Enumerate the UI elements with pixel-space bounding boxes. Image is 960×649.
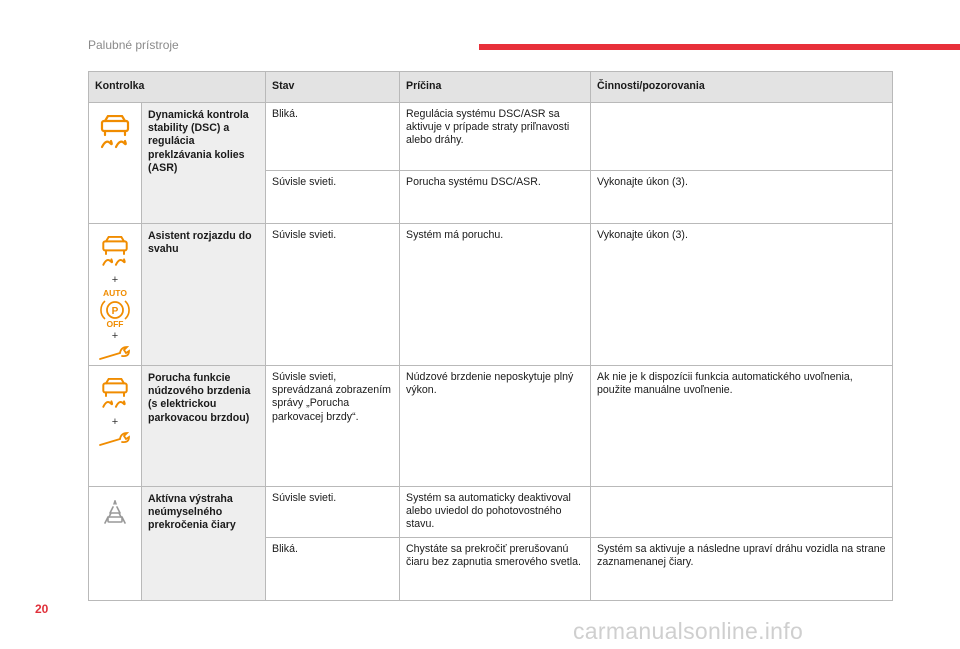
p-label: P [111, 306, 119, 317]
cinnost-cell: Systém sa aktivuje a následne upraví dráhu vozidla na strane zaznamenanej čiary. [591, 538, 893, 601]
stav-cell: Bliká. [266, 538, 400, 601]
stav-cell: Súvisle svieti, sprevádzaná zobrazením správy „Porucha parkovacej brzdy“. [266, 366, 400, 487]
skid-control-icon [99, 115, 131, 155]
stav-cell: Súvisle svieti. [266, 171, 400, 224]
skid-control-icon [100, 378, 130, 414]
pricina-cell: Núdzové brzdenie neposkytuje plný výkon. [400, 366, 591, 487]
pricina-cell: Porucha systému DSC/ASR. [400, 171, 591, 224]
column-header-pricina: Príčina [400, 72, 591, 103]
table-header-row [89, 72, 893, 103]
column-header-cinnosti: Činnosti/pozorovania [591, 72, 893, 103]
pricina-cell: Chystáte sa prekročiť prerušovanú čiaru bez zapnutia smerového svetla. [400, 538, 591, 601]
table-row [89, 487, 893, 538]
icon-cell [89, 487, 142, 601]
stav-cell: Bliká. [266, 103, 400, 171]
watermark: carmanualsonline.info [573, 618, 804, 644]
wrench-icon [98, 344, 132, 362]
table-row [89, 366, 893, 487]
row-label: Dynamická kontrola stability (DSC) a regulácia preklzávania kolies (ASR) [142, 103, 266, 224]
cinnost-cell: Vykonajte úkon (3). [591, 224, 893, 366]
page-number: 20 [35, 602, 49, 616]
auto-label: AUTO [103, 288, 127, 298]
warning-lights-table [88, 71, 893, 601]
auto-parking-brake-off-icon [98, 288, 132, 328]
table-row [89, 103, 893, 171]
column-header-stav: Stav [266, 72, 400, 103]
cinnost-cell: Vykonajte úkon (3). [591, 171, 893, 224]
icon-cell [89, 103, 142, 224]
lane-departure-icon [99, 495, 131, 525]
plus-sign: + [111, 416, 119, 428]
table-row [89, 224, 893, 366]
pricina-cell: Regulácia systému DSC/ASR sa aktivuje v prípade straty priľnavosti alebo dráhy. [400, 103, 591, 171]
cinnost-cell [591, 487, 893, 538]
pricina-cell: Systém má poruchu. [400, 224, 591, 366]
wrench-icon [98, 430, 132, 448]
section-title: Palubné prístroje [88, 38, 179, 52]
column-header-kontrolka: Kontrolka [89, 72, 266, 103]
stav-cell: Súvisle svieti. [266, 224, 400, 366]
off-label: OFF [106, 319, 124, 328]
section-accent-bar [479, 44, 960, 50]
cinnost-cell: Ak nie je k dispozícii funkcia automatického uvoľnenia, použite manuálne uvoľnenie. [591, 366, 893, 487]
cinnost-cell [591, 103, 893, 171]
pricina-cell: Systém sa automaticky deaktivoval alebo uviedol do pohotovostného stavu. [400, 487, 591, 538]
plus-sign: + [111, 274, 119, 286]
row-label: Aktívna výstraha neúmyselného prekročenia čiary [142, 487, 266, 601]
icon-cell [89, 366, 142, 487]
skid-control-icon [100, 236, 130, 272]
plus-sign: + [111, 330, 119, 342]
row-label: Porucha funkcie núdzového brzdenia (s elektrickou parkovacou brzdou) [142, 366, 266, 487]
icon-cell [89, 224, 142, 366]
row-label: Asistent rozjazdu do svahu [142, 224, 266, 366]
stav-cell: Súvisle svieti. [266, 487, 400, 538]
